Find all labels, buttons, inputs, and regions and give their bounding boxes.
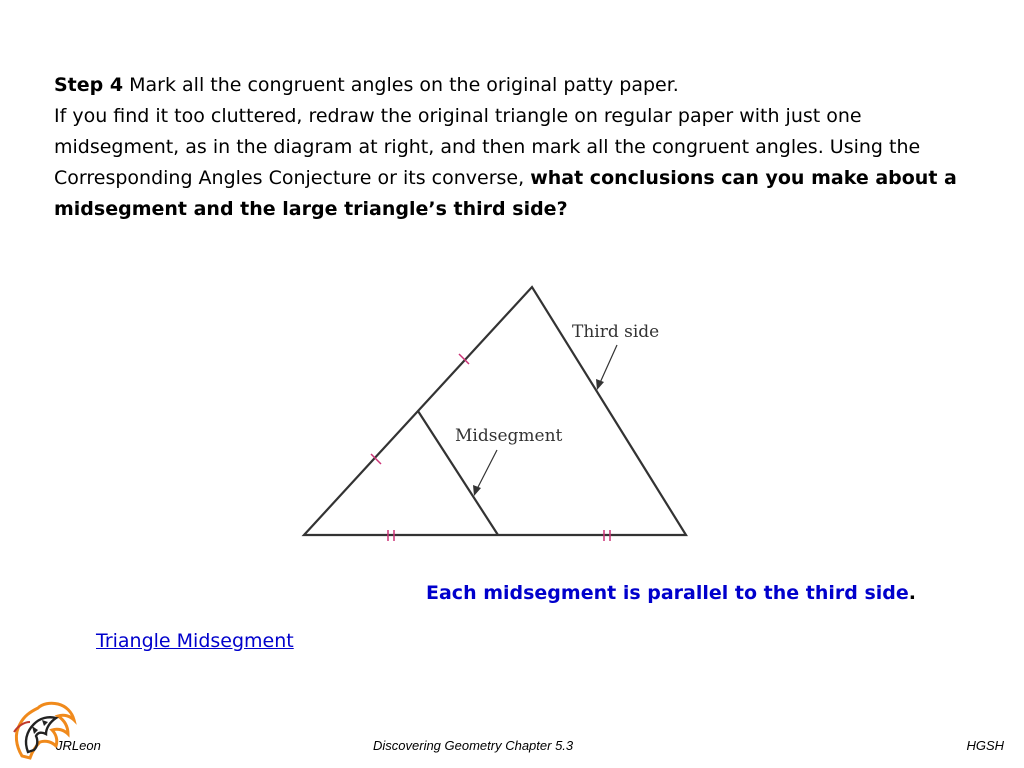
footer-chapter: Discovering Geometry Chapter 5.3 bbox=[373, 738, 574, 753]
step-body: If you find it too cluttered, redraw the original triangle on regular paper with just one midsegment, as in the diagram at right, and then mark all the congruent angles. Using the Corresponding Angles Conjecture or its converse, bbox=[54, 105, 921, 189]
lion-head-logo bbox=[8, 696, 78, 764]
midsegment-label: Midsegment bbox=[455, 426, 563, 446]
third-side-arrow bbox=[596, 345, 617, 390]
step-label: Step 4 bbox=[54, 74, 124, 96]
conclusion-period: . bbox=[908, 582, 917, 604]
footer-author: JRLeon bbox=[56, 738, 101, 753]
step-instruction: Mark all the congruent angles on the original patty paper. bbox=[123, 74, 679, 96]
triangle-midsegment-link[interactable]: Triangle Midsegment bbox=[96, 630, 294, 652]
step-question: what conclusions can you make about a midsegment and the large triangle’s third side? bbox=[54, 167, 957, 220]
conclusion-statement: Each midsegment is parallel to the third side bbox=[426, 582, 909, 604]
midsegment-arrow bbox=[473, 450, 497, 496]
footer-school: HGSH bbox=[966, 738, 1004, 753]
third-side-label: Third side bbox=[572, 322, 660, 342]
conclusion-text bbox=[426, 582, 916, 604]
